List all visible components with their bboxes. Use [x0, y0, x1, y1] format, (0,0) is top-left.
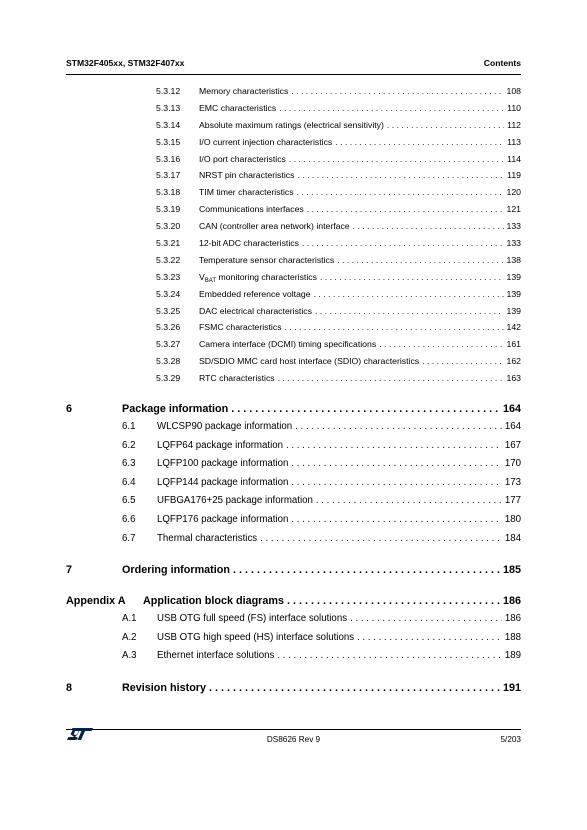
toc-chapter-6[interactable] — [66, 403, 521, 421]
toc-title: TIM timer characteristics — [199, 187, 294, 198]
toc-entry[interactable] — [66, 613, 521, 632]
toc-page: 112 — [507, 119, 521, 130]
toc-entry[interactable] — [66, 255, 521, 272]
toc-title: Ordering information — [122, 564, 230, 577]
toc-entry[interactable] — [66, 356, 521, 373]
toc-page: 188 — [504, 631, 521, 643]
toc-leader — [387, 120, 504, 130]
toc-page: 162 — [506, 356, 521, 367]
toc-leader — [277, 650, 501, 661]
toc-leader — [279, 103, 504, 113]
toc-title: USB OTG high speed (HS) interface solutions — [157, 631, 355, 643]
toc-entry[interactable] — [66, 477, 521, 496]
toc-entry[interactable] — [66, 221, 521, 238]
toc-entry[interactable] — [66, 458, 521, 477]
toc-leader — [297, 187, 504, 197]
footer-divider — [66, 729, 521, 730]
toc-number: 6.3 — [122, 458, 136, 470]
toc-number: 6.4 — [122, 476, 136, 488]
toc-page: 170 — [504, 458, 521, 470]
toc-number: 5.3.13 — [156, 102, 181, 113]
spacer — [66, 582, 521, 595]
toc-leader — [289, 154, 504, 164]
toc-page: 139 — [506, 305, 521, 316]
toc-leader — [233, 564, 500, 576]
table-of-contents — [66, 86, 521, 700]
toc-page: 164 — [504, 421, 521, 433]
toc-title: Communications interfaces — [199, 204, 304, 215]
toc-number: 6.5 — [122, 495, 136, 507]
toc-entry[interactable] — [66, 339, 521, 356]
toc-title: Memory characteristics — [199, 86, 289, 96]
toc-number: 5.3.17 — [156, 170, 181, 181]
toc-entry[interactable] — [66, 86, 521, 103]
toc-number: 5.3.23 — [156, 271, 181, 282]
toc-number: 5.3.16 — [156, 153, 181, 164]
toc-title: LQFP64 package information — [157, 439, 284, 451]
toc-entry[interactable] — [66, 650, 521, 669]
toc-number: 5.3.22 — [156, 254, 181, 265]
toc-leader — [260, 533, 502, 544]
page-footer — [66, 732, 521, 748]
toc-title-subscript: BAT — [204, 277, 217, 284]
toc-page: 161 — [506, 339, 521, 350]
toc-number: A.2 — [122, 631, 137, 643]
toc-page: 186 — [504, 613, 521, 625]
toc-entry[interactable] — [66, 238, 521, 255]
toc-title: EMC characteristics — [199, 102, 277, 113]
toc-entry[interactable] — [66, 495, 521, 514]
toc-page: 114 — [507, 153, 521, 164]
toc-page: 119 — [507, 170, 521, 181]
toc-title: SD/SDIO MMC card host interface (SDIO) characteristics — [199, 356, 420, 367]
toc-page: 139 — [506, 271, 521, 282]
toc-page: 164 — [502, 403, 521, 416]
toc-number: 6.1 — [122, 421, 136, 433]
toc-leader — [231, 403, 500, 415]
toc-leader — [295, 421, 502, 432]
toc-entry[interactable] — [66, 533, 521, 552]
toc-page: 191 — [502, 681, 521, 694]
toc-page: 177 — [504, 495, 521, 507]
toc-number: 5.3.12 — [156, 86, 181, 96]
toc-leader — [302, 238, 504, 248]
toc-title: Absolute maximum ratings (electrical sensitivity) — [199, 119, 384, 130]
toc-entry[interactable] — [66, 306, 521, 323]
toc-page: 173 — [504, 476, 521, 488]
toc-title: LQFP100 package information — [157, 458, 289, 470]
spacer — [66, 390, 521, 403]
toc-entry[interactable] — [66, 187, 521, 204]
toc-leader — [422, 356, 503, 366]
toc-chapter-8[interactable] — [66, 682, 521, 700]
toc-page: 142 — [506, 322, 521, 333]
toc-leader — [285, 322, 504, 332]
toc-page: 185 — [502, 564, 521, 577]
page-header — [66, 58, 521, 72]
toc-leader — [353, 221, 504, 231]
toc-title: Ethernet interface solutions — [157, 650, 275, 662]
toc-section-5-3 — [66, 86, 521, 390]
toc-page: 110 — [507, 102, 521, 113]
toc-number: 5.3.19 — [156, 204, 181, 215]
toc-appendix-a-items — [66, 613, 521, 669]
toc-number: 5.3.24 — [156, 288, 181, 299]
toc-title: Application block diagrams — [143, 595, 284, 608]
toc-number: 5.3.26 — [156, 322, 181, 333]
toc-leader — [287, 595, 500, 607]
toc-entry[interactable] — [66, 103, 521, 120]
toc-leader — [209, 682, 500, 694]
toc-entry[interactable] — [66, 421, 521, 440]
toc-page: 133 — [506, 221, 521, 232]
toc-entry[interactable] — [66, 204, 521, 221]
toc-number: 5.3.25 — [156, 305, 181, 316]
toc-page: 121 — [506, 204, 521, 215]
toc-number: 5.3.28 — [156, 356, 181, 367]
toc-number: 5.3.21 — [156, 238, 181, 249]
footer-doc-id: DS8626 Rev 9 — [266, 735, 321, 744]
toc-page: 120 — [506, 187, 521, 198]
toc-leader — [286, 440, 502, 451]
toc-number: 8 — [66, 681, 73, 694]
toc-number: 5.3.14 — [156, 119, 181, 130]
toc-leader — [291, 477, 501, 488]
toc-leader — [350, 613, 502, 624]
header-divider — [66, 74, 521, 75]
toc-entry[interactable] — [66, 514, 521, 533]
toc-leader — [291, 86, 503, 96]
toc-number: 6 — [66, 403, 73, 416]
toc-page: 139 — [506, 288, 521, 299]
toc-leader — [379, 339, 503, 349]
toc-title: WLCSP90 package information — [157, 421, 293, 433]
toc-number: 5.3.20 — [156, 221, 181, 232]
toc-title: 12-bit ADC characteristics — [199, 238, 299, 249]
toc-leader — [291, 514, 501, 525]
toc-title: USB OTG full speed (FS) interface solutions — [157, 613, 348, 625]
toc-entry[interactable] — [66, 373, 521, 390]
toc-title: Package information — [122, 403, 229, 416]
toc-leader — [307, 204, 504, 214]
toc-leader — [316, 495, 502, 506]
toc-entry[interactable] — [66, 289, 521, 306]
toc-page: 186 — [502, 595, 521, 608]
toc-chapter-6-items — [66, 421, 521, 551]
toc-entry[interactable] — [66, 137, 521, 154]
toc-leader — [335, 137, 504, 147]
toc-number: 5.3.29 — [156, 373, 181, 384]
toc-leader — [314, 289, 504, 299]
toc-title: LQFP144 package information — [157, 476, 289, 488]
toc-title: Camera interface (DCMI) timing specifications — [199, 339, 377, 350]
toc-title: Temperature sensor characteristics — [199, 254, 335, 265]
toc-title: FSMC characteristics — [199, 322, 282, 333]
spacer — [66, 551, 521, 564]
toc-leader — [337, 255, 503, 265]
toc-entry[interactable] — [66, 322, 521, 339]
toc-leader — [315, 306, 504, 316]
toc-page: 113 — [507, 136, 521, 147]
toc-title: I/O current injection characteristics — [199, 136, 333, 147]
toc-page: 163 — [506, 373, 521, 384]
spacer — [66, 669, 521, 682]
toc-page: 180 — [504, 514, 521, 525]
toc-leader — [278, 373, 504, 383]
toc-title: NRST pin characteristics — [199, 170, 295, 181]
header-section-title: Contents — [483, 58, 521, 68]
toc-leader — [297, 170, 504, 180]
toc-title: I/O port characteristics — [199, 153, 286, 164]
toc-title — [199, 272, 317, 282]
toc-appendix-a[interactable] — [66, 595, 521, 613]
toc-title-main: V — [199, 271, 205, 282]
toc-page: 184 — [504, 532, 521, 544]
toc-number: Appendix A — [66, 595, 126, 608]
toc-leader — [320, 272, 504, 282]
toc-number: 6.6 — [122, 514, 136, 525]
toc-entry[interactable] — [66, 120, 521, 137]
toc-title: LQFP176 package information — [157, 514, 289, 525]
toc-entry[interactable] — [66, 632, 521, 651]
toc-title: Embedded reference voltage — [199, 288, 311, 299]
toc-number: 6.2 — [122, 439, 136, 451]
toc-page: 108 — [506, 86, 521, 96]
toc-title: RTC characteristics — [199, 373, 275, 384]
toc-entry[interactable] — [66, 272, 521, 289]
toc-entry[interactable] — [66, 440, 521, 459]
toc-page: 133 — [506, 238, 521, 249]
toc-number: 7 — [66, 564, 73, 577]
toc-title: Thermal characteristics — [157, 532, 258, 544]
footer-page-number: 5/203 — [500, 735, 521, 744]
toc-title: Revision history — [122, 681, 206, 694]
toc-leader — [357, 632, 502, 643]
toc-number: A.3 — [122, 650, 137, 662]
toc-page: 138 — [506, 254, 521, 265]
toc-number: 6.7 — [122, 532, 136, 544]
header-doc-title: STM32F405xx, STM32F407xx — [66, 58, 185, 68]
toc-title: UFBGA176+25 package information — [157, 495, 313, 507]
toc-leader — [291, 458, 501, 469]
toc-page: 167 — [504, 439, 521, 451]
toc-title: DAC electrical characteristics — [199, 305, 312, 316]
toc-page: 189 — [504, 650, 521, 662]
toc-number: 5.3.27 — [156, 339, 181, 350]
toc-number: 5.3.15 — [156, 136, 181, 147]
toc-number: 5.3.18 — [156, 187, 181, 198]
toc-entry[interactable] — [66, 154, 521, 171]
toc-title: CAN (controller area network) interface — [199, 221, 350, 232]
toc-chapter-7[interactable] — [66, 564, 521, 582]
toc-number: A.1 — [122, 613, 137, 625]
toc-title-rest: monitoring characteristics — [216, 271, 317, 282]
toc-entry[interactable] — [66, 170, 521, 187]
